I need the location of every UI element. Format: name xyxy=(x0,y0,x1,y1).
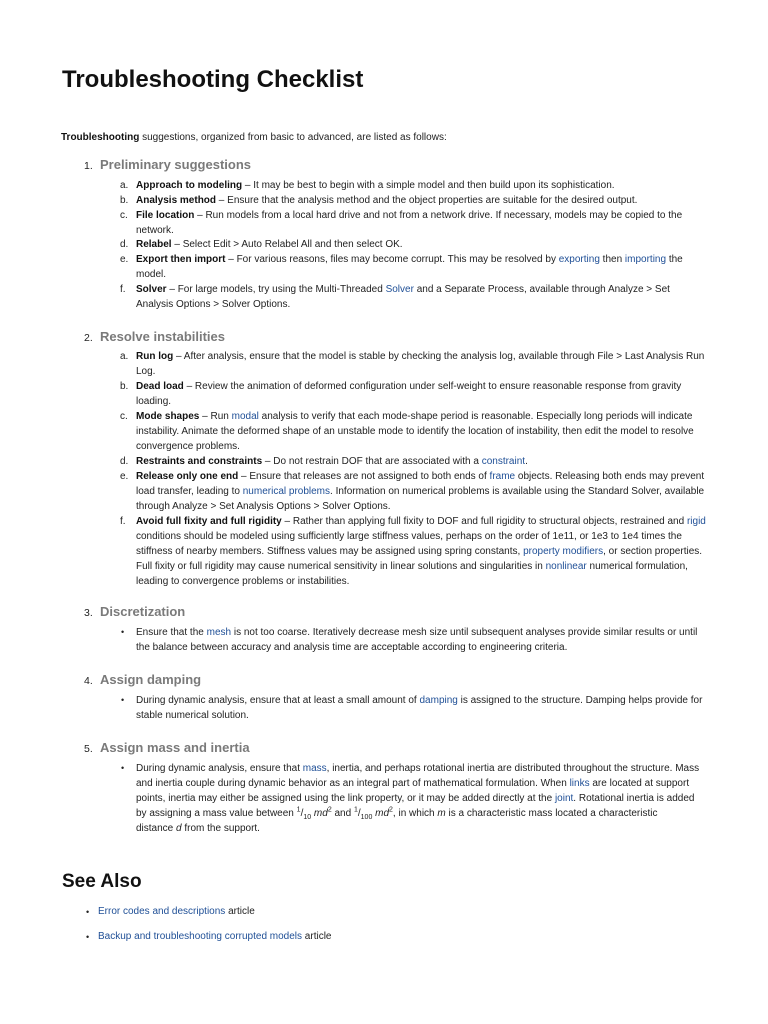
section-title-mass-inertia: Assign mass and inertia xyxy=(100,740,250,755)
bullet-icon: • xyxy=(121,763,125,773)
section-number: 4. xyxy=(84,675,93,687)
list-item: Avoid full fixity and full rigidity – Rather than applying full fixity to DOF and full rigidity to structural objects, restrained and rigid conditions should be modeled using sufficiently large stiffness values, perhaps on the order of 1e11, or 1e3 to 1e4 times the stiffness of nearby members. Stiffness values may be assigned using spring constants, property modifiers, or section properties. Full fixity or full rigidity may cause numerical sensitivity in linear solutions and singularities in nonlinear numerical formulation, leading to convergence problems or instabilities. xyxy=(136,516,706,587)
link-joint[interactable]: joint xyxy=(554,793,574,804)
link-nonlinear[interactable]: nonlinear xyxy=(545,561,587,572)
link-importing[interactable]: importing xyxy=(624,254,667,265)
list-marker: d. xyxy=(120,239,129,250)
list-item: Analysis method – Ensure that the analysis method and the object properties are suitable for the desired output. xyxy=(136,195,638,206)
see-also-item: Error codes and descriptions article xyxy=(98,906,255,917)
list-item: Solver – For large models, try using the Multi-Threaded Solver and a Separate Process, available through Analyze > Set Analysis Options > Solver Options. xyxy=(136,284,670,310)
list-item: During dynamic analysis, ensure that at least a small amount of damping is assigned to the structure. Damping helps provide for stable numerical solution. xyxy=(136,695,703,721)
bullet-icon: • xyxy=(86,932,90,942)
link-frame[interactable]: frame xyxy=(489,471,516,482)
list-item: Mode shapes – Run modal analysis to verify that each mode-shape period is reasonable. Especially long periods will indicate instability. Animate the deformed shape of an unstable mode to identify the location of instability, then edit the model to resolve convergence problems. xyxy=(136,411,694,452)
list-marker: a. xyxy=(120,351,129,362)
bullet-icon: • xyxy=(121,695,125,705)
list-item: Export then import – For various reasons, files may become corrupt. This may be resolved by exporting then importing the model. xyxy=(136,254,683,280)
list-marker: f. xyxy=(120,284,126,295)
link-solver[interactable]: Solver xyxy=(385,284,414,295)
link-mass[interactable]: mass xyxy=(302,763,327,774)
list-marker: d. xyxy=(120,456,129,467)
intro-text: suggestions, organized from basic to advanced, are listed as follows: xyxy=(139,132,447,143)
list-marker: b. xyxy=(120,381,129,392)
see-also-title: See Also xyxy=(62,871,142,892)
section-number: 2. xyxy=(84,332,93,344)
section-title-instabilities: Resolve instabilities xyxy=(100,329,225,344)
link-mesh[interactable]: mesh xyxy=(206,627,232,638)
list-marker: e. xyxy=(120,471,129,482)
bullet-icon: • xyxy=(86,907,90,917)
list-item: Release only one end – Ensure that releases are not assigned to both ends of frame objects. Releasing both ends may prevent load transfer, leading to numerical problems. Information on numerical problems is available using the Standard Solver, available through Analyze > Set Analysis Options > Solver Options. xyxy=(136,471,705,512)
list-marker: a. xyxy=(120,180,129,191)
list-item: Restraints and constraints – Do not restrain DOF that are associated with a constraint. xyxy=(136,456,528,467)
list-item: Run log – After analysis, ensure that the model is stable by checking the analysis log, available through File > Last Analysis Run Log. xyxy=(136,351,705,377)
section-title-preliminary: Preliminary suggestions xyxy=(100,157,251,172)
list-marker: c. xyxy=(120,210,128,221)
link-modal[interactable]: modal xyxy=(231,411,259,422)
intro-bold: Troubleshooting xyxy=(61,132,140,143)
link-property-modifiers[interactable]: property modifiers xyxy=(523,546,604,557)
list-item: Relabel – Select Edit > Auto Relabel All and then select OK. xyxy=(136,239,403,250)
see-also-item: Backup and troubleshooting corrupted models article xyxy=(98,931,332,942)
list-item: File location – Run models from a local hard drive and not from a network drive. If necessary, models may be copied to the network. xyxy=(136,210,683,236)
link-exporting[interactable]: exporting xyxy=(558,254,600,265)
section-title-discretization: Discretization xyxy=(100,604,186,619)
list-marker: e. xyxy=(120,254,129,265)
list-marker: f. xyxy=(120,516,126,527)
link-damping[interactable]: damping xyxy=(419,695,458,706)
bullet-icon: • xyxy=(121,627,125,637)
list-item: During dynamic analysis, ensure that mass, inertia, and perhaps rotational inertia are distributed throughout the structure. Mass and inertia couple during dynamic behavior as an integral part of mathematical formulation. When links are located at support points, inertia may either be assigned using the link property, or it may be added directly at the joint. Rotational inertia is added by assigning a mass value between $^1/_{10}$ $md^2$ and $^1/_{100}$ $md^2$, in which m is a characteristic mass located a characteristic distance d from the support. xyxy=(136,763,700,834)
list-marker: b. xyxy=(120,195,129,206)
link-links[interactable]: links xyxy=(569,778,590,789)
link-constraint[interactable]: constraint xyxy=(481,456,526,467)
page-title: Troubleshooting Checklist xyxy=(62,66,364,93)
link-error-codes[interactable]: Error codes and descriptions xyxy=(98,906,226,917)
link-numerical-problems[interactable]: numerical problems xyxy=(242,486,331,497)
list-marker: c. xyxy=(120,411,128,422)
link-backup-corrupted-models[interactable]: Backup and troubleshooting corrupted models xyxy=(98,931,303,942)
section-number: 1. xyxy=(84,160,93,172)
list-item: Dead load – Review the animation of deformed configuration under self-weight to ensure reasonable response from gravity loading. xyxy=(136,381,682,407)
section-number: 3. xyxy=(84,607,93,619)
intro-paragraph xyxy=(61,130,447,145)
section-number: 5. xyxy=(84,743,93,755)
section-title-damping: Assign damping xyxy=(100,672,202,687)
list-item: Approach to modeling – It may be best to begin with a simple model and then build upon its sophistication. xyxy=(136,180,615,191)
list-item: Ensure that the mesh is not too coarse. Iteratively decrease mesh size until subsequent analyses provide similar results or until the balance between accuracy and analysis time are acceptable according to engineering criteria. xyxy=(136,627,698,653)
link-rigid[interactable]: rigid xyxy=(686,516,706,527)
